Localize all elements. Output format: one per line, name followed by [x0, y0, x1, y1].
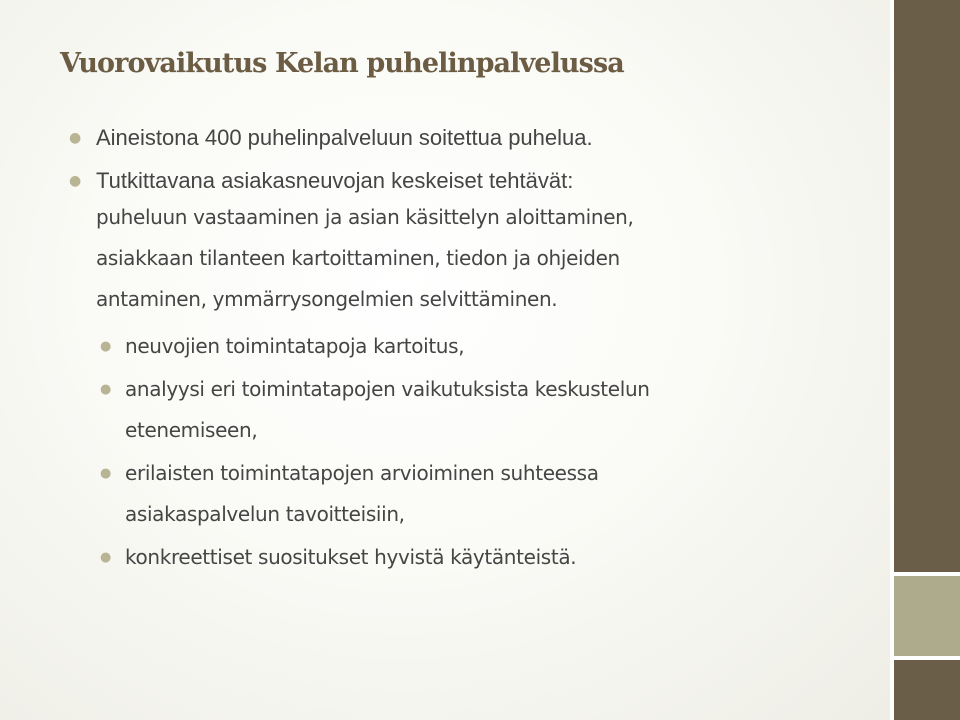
sub-bullet-text: etenemiseen,	[125, 418, 258, 442]
bullet-item	[69, 121, 593, 155]
bullet-continuation	[96, 197, 633, 320]
decorative-sidebar	[890, 0, 960, 720]
slide-title: Vuorovaikutus Kelan puhelinpalvelussa	[60, 48, 624, 79]
bullet-dot-icon: ●	[100, 466, 111, 481]
bullet-item	[69, 164, 574, 198]
sub-bullet-item	[100, 453, 599, 535]
bullet-dot-icon: ●	[100, 339, 111, 354]
sub-bullet-text: erilaisten toimintatapojen arvioiminen suhteessa	[125, 461, 599, 485]
bullet-dot-icon: ●	[69, 130, 82, 146]
sub-bullet-text: analyysi eri toimintatapojen vaikutuksista keskustelun	[125, 377, 650, 401]
sub-bullet-item	[100, 537, 577, 578]
sidebar-block-dark	[894, 0, 960, 572]
bullet-text: asiakkaan tilanteen kartoittaminen, tiedon ja ohjeiden	[96, 246, 620, 270]
sub-bullet-item	[100, 369, 650, 451]
bullet-text: antaminen, ymmärrysongelmien selvittäminen.	[96, 287, 558, 311]
sub-bullet-text: neuvojien toimintatapoja kartoitus,	[125, 334, 465, 358]
sidebar-block-dark-bottom	[894, 660, 960, 720]
bullet-text: Tutkittavana asiakasneuvojan keskeiset tehtävät:	[96, 168, 574, 193]
bullet-dot-icon: ●	[100, 382, 111, 397]
bullet-dot-icon: ●	[69, 173, 82, 189]
bullet-text: Aineistona 400 puhelinpalveluun soitettua puhelua.	[96, 125, 593, 150]
sub-bullet-text: asiakaspalvelun tavoitteisiin,	[125, 502, 405, 526]
bullet-dot-icon: ●	[100, 550, 111, 565]
bullet-text: puheluun vastaaminen ja asian käsittelyn aloittaminen,	[96, 205, 634, 229]
sidebar-block-light	[894, 576, 960, 656]
sub-bullet-text: konkreettiset suositukset hyvistä käytänteistä.	[125, 545, 577, 569]
sub-bullet-item	[100, 326, 465, 367]
